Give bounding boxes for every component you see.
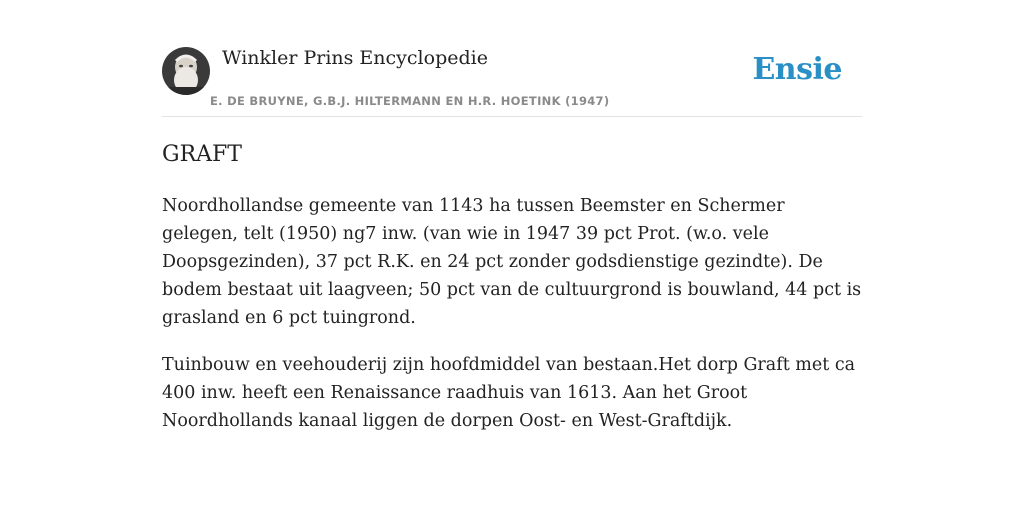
ensie-logo-link[interactable]: Ensie xyxy=(752,52,842,87)
encyclopedia-title[interactable]: Winkler Prins Encyclopedie xyxy=(222,47,488,69)
authors-line: E. DE BRUYNE, G.B.J. HILTERMANN EN H.R. HOETINK (1947) xyxy=(210,94,610,108)
article-paragraph: Tuinbouw en veehouderij zijn hoofdmiddel van bestaan.Het dorp Graft met ca 400 inw. heeft een Renaissance raadhuis van 1613. Aan het Groot Noordhollands kanaal liggen de dorpen Oost- en West-Graftdijk. xyxy=(162,355,856,431)
article-title: GRAFT xyxy=(162,142,242,167)
page-header xyxy=(162,46,862,117)
author-avatar xyxy=(162,47,210,95)
article-paragraph: Noordhollandse gemeente van 1143 ha tussen Beemster en Schermer gelegen, telt (1950) ng7 inw. (van wie in 1947 39 pct Prot. (w.o. vele Doopsgezinden), 37 pct R.K. en 24 pct zonder godsdienstige gezindte). De bodem bestaat uit laagveen; 50 pct van de cultuurgrond is bouwland, 44 pct is grasland en 6 pct tuingrond. xyxy=(162,196,862,328)
article-body xyxy=(162,192,862,454)
